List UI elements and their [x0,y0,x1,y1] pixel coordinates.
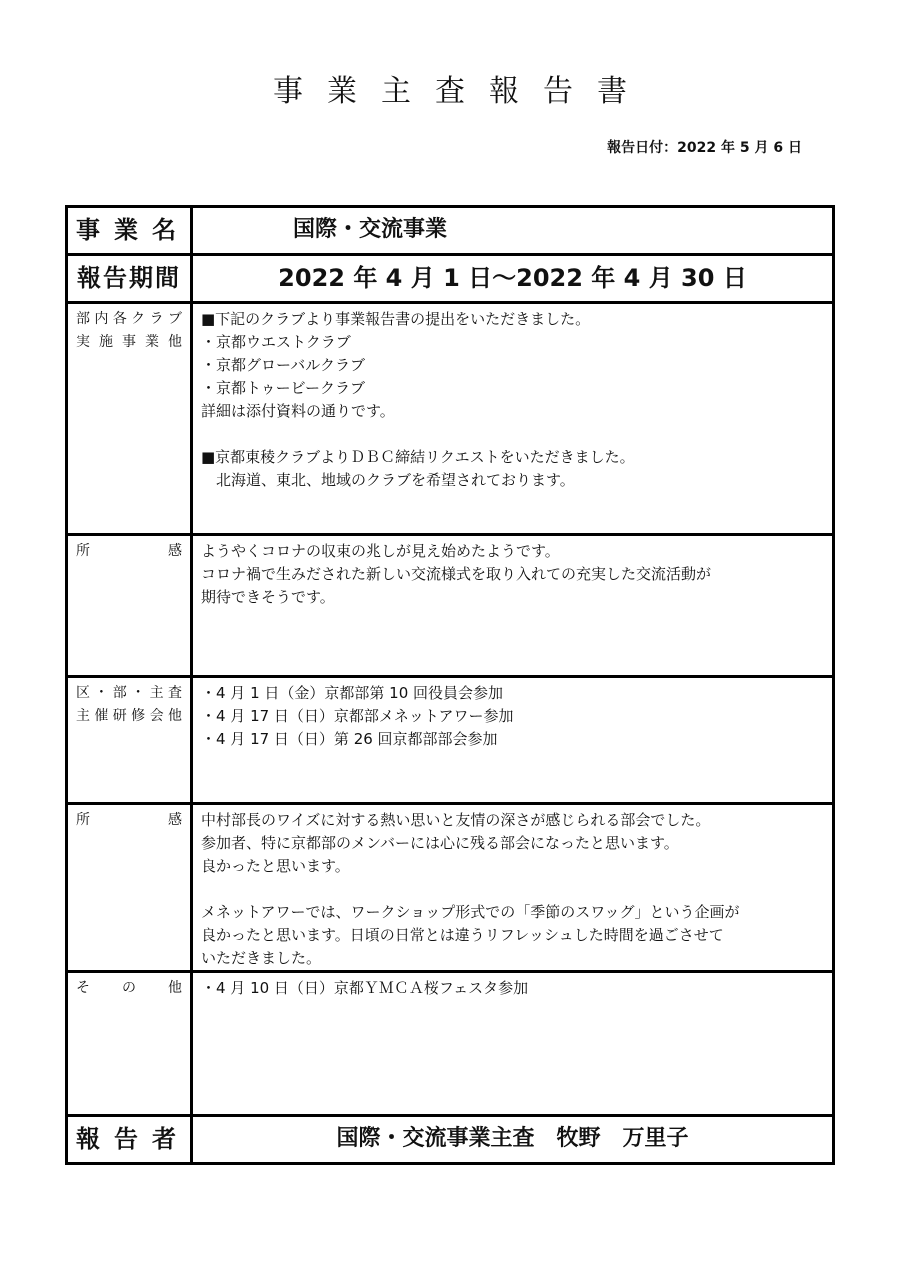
seminars-label-line1 [76,682,182,705]
label-char: 査 [167,685,182,701]
club-activities-label [67,303,192,535]
label-char: 他 [168,334,182,350]
label-char: 実 [76,334,90,350]
content-line: ■京都東稜クラブよりＤＢＣ締結リクエストをいただきました。 [201,448,635,466]
label-char: の [122,980,136,996]
label-char: 催 [94,708,109,724]
label-char: ラ [149,311,164,327]
label-char: ク [131,311,146,327]
report-date: 報告日付：2022 年 5 月 6 日 [607,140,802,156]
content-line: ・4 月 10 日（日）京都ＹＭＣＡ桜フェスタ参加 [201,979,529,997]
label-char: 業 [145,334,159,350]
seminars-label [67,677,192,804]
label-char: 主 [76,708,90,724]
report-table [65,205,835,1165]
content-line: 詳細は添付資料の通りです。 [201,402,395,420]
period-label: 報告期間 [67,255,192,303]
label-char: 区 [76,685,90,701]
label-char: ・ [131,685,146,701]
impression2-label [67,804,192,972]
seminars-label-line2 [76,705,182,728]
content-line: 期待できそうです。 [201,588,335,606]
content-line: ・京都ウエストクラブ [201,333,351,351]
reporter-label: 報告者 [67,1116,192,1164]
impression1-content [192,535,834,677]
label-char: 部 [76,311,90,327]
content-line: 北海道、東北、地域のクラブを希望されております。 [201,471,575,489]
other-label-text [76,977,182,1000]
label-char: 事 [122,334,136,350]
content-line: コロナ禍で生みだされた新しい交流様式を取り入れての充実した交流活動が [201,565,712,583]
label-char: 他 [168,980,182,996]
content-line: ・4 月 17 日（日）京都部メネットアワー参加 [201,707,514,725]
content-line: ■下記のクラブより事業報告書の提出をいただきました。 [201,310,591,328]
label-char: 他 [167,708,182,724]
content-line: いただきました。 [201,949,322,967]
period-value: 2022 年 4 月 1 日～2022 年 4 月 30 日 [192,255,834,303]
label-char: 修 [131,708,146,724]
label-char: 施 [99,334,113,350]
label-char: 所 [76,543,90,559]
label-char: 感 [168,543,182,559]
other-content [192,972,834,1116]
content-line: 中村部長のワイズに対する熱い思いと友情の深さが感じられる部会でした。 [201,811,711,829]
club-activities-label-line2 [76,331,182,354]
label-char: 研 [112,708,127,724]
content-line: メネットアワーでは、ワークショップ形式での「季節のスワッグ」という企画が [201,903,740,921]
other-label [67,972,192,1116]
content-line: 良かったと思います。 [201,857,350,875]
seminars-content [192,677,834,804]
content-line: ようやくコロナの収束の兆しが見え始めたようです。 [201,542,560,560]
document-title: 事業主査報告書 [273,74,651,109]
club-activities-label-line1 [76,308,182,331]
label-char: 所 [76,812,90,828]
label-char: 主 [149,685,164,701]
label-char: 会 [149,708,164,724]
impression1-label-text [76,540,182,563]
content-line: ・4 月 1 日（金）京都部第 10 回役員会参加 [201,684,504,702]
content-line: ・4 月 17 日（日）第 26 回京都部部会参加 [201,730,498,748]
content-line: ・京都トゥービークラブ [201,379,366,397]
content-line: ・京都グローバルクラブ [201,356,365,374]
project-value: 国際・交流事業 [192,207,834,255]
impression1-label [67,535,192,677]
label-char: ブ [167,311,182,327]
project-label: 事業名 [67,207,192,255]
label-char: そ [76,980,90,996]
label-char: 部 [112,685,127,701]
impression2-content [192,804,834,972]
label-char: 感 [168,812,182,828]
label-char: ・ [94,685,109,701]
content-line: 良かったと思います。日頃の日常とは違うリフレッシュした時間を過ごさせて [201,926,724,944]
content-line-blank [201,423,824,446]
content-line: 参加者、特に京都部のメンバーには心に残る部会になったと思います。 [201,834,679,852]
label-char: 各 [112,311,127,327]
label-char: 内 [94,311,109,327]
impression2-label-text [76,809,182,832]
content-line-blank [201,878,824,901]
club-activities-content [192,303,834,535]
reporter-value: 国際・交流事業主査 牧野 万里子 [192,1116,834,1164]
